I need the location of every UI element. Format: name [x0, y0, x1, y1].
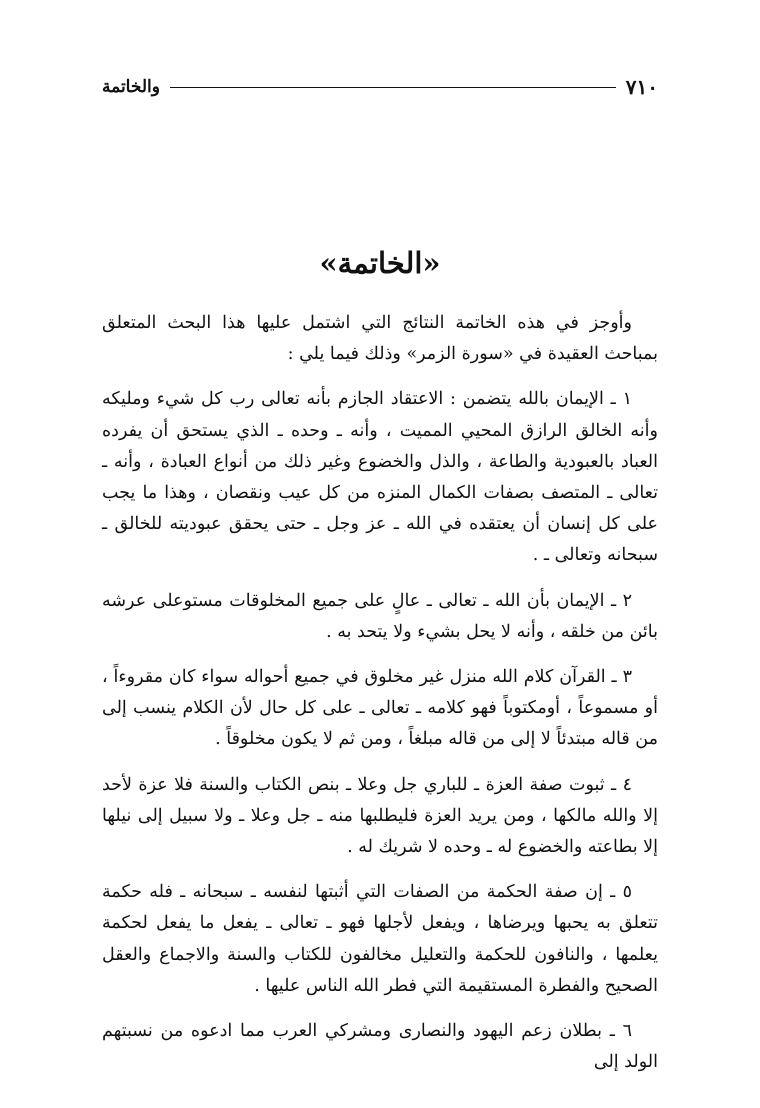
page-header — [102, 72, 658, 102]
body-text — [102, 308, 658, 1092]
section-title: «الخاتمة» — [319, 246, 441, 280]
paragraph-item-5: ٥ ـ إن صفة الحكمة من الصفات التي أثبتها لنفسه ـ سبحانه ـ فله حكمة تتعلق به يحبها ويرضاها ، ويفعل لأجلها فهو ـ تعالى ـ يفعل ما يفعل لحكمة يعلمها ، والنافون للحكمة والتعليل مخالفون للكتاب والسنة والاجماع والعقل الصحيح والفطرة المستقيمة التي فطر الله الناس عليها . — [102, 882, 658, 996]
paragraph-item-1: ١ ـ الإيمان بالله يتضمن : الاعتقاد الجازم بأنه تعالى رب كل شيء ومليكه وأنه الخالق الرازق المحيي المميت ، وأنه ـ وحده ـ الذي يستحق أن يفرده العباد بالعبودية والطاعة ، والذل والخضوع وغير ذلك من أنواع العبادة ، وأنه ـ تعالى ـ المتصف بصفات الكمال المنزه من كل عيب ونقصان ، وهذا ما يجب على كل إنسان أن يعتقده في الله ـ عز وجل ـ حتى يحقق عبوديته للخالق ـ سبحانه وتعالى ـ . — [102, 389, 658, 566]
paragraph-item-3: ٣ ـ القرآن كلام الله منزل غير مخلوق في جميع أحواله سواء كان مقروءاً ، أو مسموعاً ، أومكتوباً فهو كلامه ـ تعالى ـ على كل حال لأن الكلام ينسب إلى من قاله مبتدئاً لا إلى من قاله مبلغاً ، ومن ثم لا يكون مخلوقاً . — [102, 667, 658, 750]
running-head: والخاتمة — [102, 77, 160, 97]
paragraph-item-2: ٢ ـ الإيمان بأن الله ـ تعالى ـ عالٍ على جميع المخلوقات مستوعلى عرشه بائن من خلقه ، وأنه لا يحل بشيء ولا يتحد به . — [102, 590, 658, 642]
paragraph-item-4: ٤ ـ ثبوت صفة العزة ـ للباري جل وعلا ـ بنص الكتاب والسنة فلا عزة لأحد إلا والله مالكها ، ومن يريد العزة فليطلبها منه ـ جل وعلا ـ ولا سبيل إلى نيلها إلا بطاعته والخضوع له ـ وحده لا شريك له . — [102, 774, 658, 858]
page-number: ٧١٠ — [625, 75, 658, 99]
paragraph-item-6: ٦ ـ بطلان زعم اليهود والنصارى ومشركي العرب مما ادعوه من نسبتهم الولد إلى — [102, 1021, 658, 1073]
header-rule — [170, 87, 616, 88]
intro-paragraph: وأوجز في هذه الخاتمة النتائج التي اشتمل عليها هذا البحث المتعلق بمباحث العقيدة في «سورة الزمر» وذلك فيما يلي : — [102, 313, 658, 365]
